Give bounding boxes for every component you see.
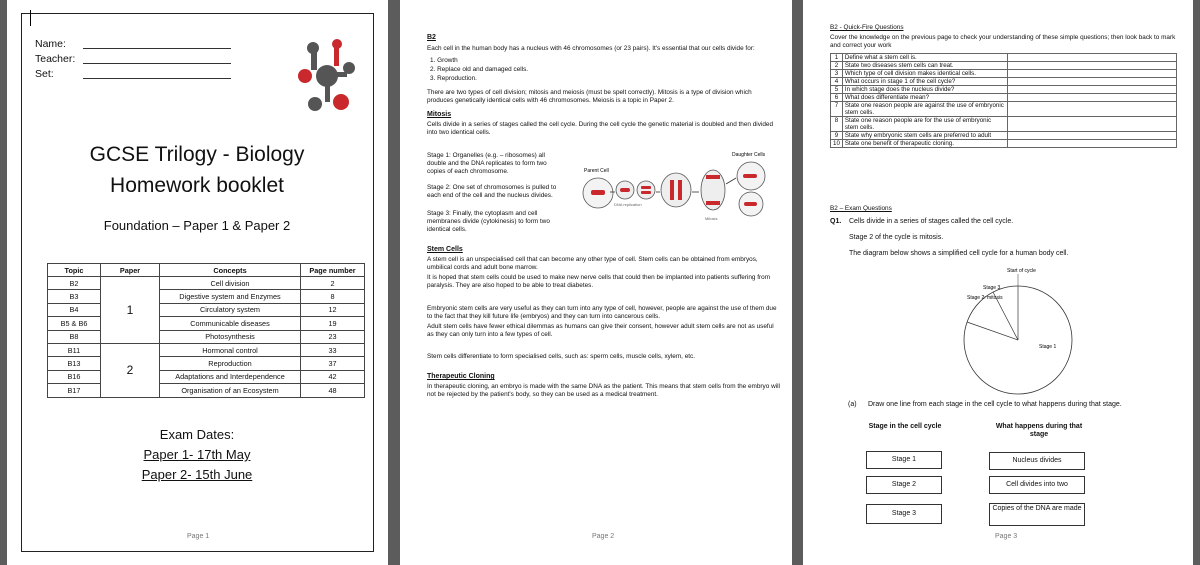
therapeutic-cloning-text: In therapeutic cloning, an embryo is made with the same DNA as the patient. This means that stem cells from the embryo will not be rejected by the patient's body, so they can be used as a medical treatment. xyxy=(427,383,780,398)
page-number-cell: 48 xyxy=(301,384,365,397)
exam-date-paper2: Paper 2- 15th June xyxy=(141,467,253,482)
table-header: Page number xyxy=(301,264,365,277)
quick-fire-heading: B2 - Quick-Fire Questions xyxy=(830,24,904,31)
concept-cell: Organisation of an Ecosystem xyxy=(160,384,301,397)
topic-cell: B8 xyxy=(48,330,101,343)
table-row xyxy=(48,343,365,356)
nucleus-divides-box[interactable]: Nucleus divides xyxy=(989,452,1085,470)
concept-cell: Reproduction xyxy=(160,357,301,370)
topic-cell: B2 xyxy=(48,277,101,290)
question-number: Q1. xyxy=(830,218,842,225)
table-header: Topic xyxy=(48,264,101,277)
answer-cell[interactable] xyxy=(1007,140,1176,148)
adult-stem-text: Adult stem cells have fewer ethical dilemmas as humans can give their consent, however adult stem cells are not as useful as they can only turn into a few types of cell. xyxy=(427,323,774,338)
name-field[interactable]: Name: xyxy=(35,38,66,50)
concept-cell: Hormonal control xyxy=(160,343,301,356)
answer-cell[interactable] xyxy=(1007,70,1176,78)
concept-cell: Cell division xyxy=(160,277,301,290)
stage3-box[interactable]: Stage 3 xyxy=(866,504,942,524)
page-number-cell: 2 xyxy=(301,277,365,290)
stage-column-heading: Stage in the cell cycle xyxy=(868,423,942,430)
page-number: Page 1 xyxy=(187,533,210,540)
page-number-cell: 37 xyxy=(301,357,365,370)
page-number-cell: 12 xyxy=(301,303,365,316)
embryonic-text: Embryonic stem cells are very useful as they can turn into any type of cell, however, people are against the use of them due to the fact that they kill future life (embryos) and they can turn into cancerous cells. xyxy=(427,305,777,320)
quick-fire-table xyxy=(830,53,1177,148)
answer-cell[interactable] xyxy=(1007,86,1176,94)
paper-cell: 1 xyxy=(101,277,160,344)
therapeutic-cloning-heading: Therapeutic Cloning xyxy=(427,373,495,380)
happening-column-heading: What happens during that stage xyxy=(995,423,1083,438)
dna-replication-label: DNA replication xyxy=(614,202,642,207)
concept-cell: Communicable diseases xyxy=(160,317,301,330)
stage3-pie-label: Stage 3 xyxy=(983,285,1001,291)
topic-cell: B11 xyxy=(48,343,101,356)
school-logo-icon xyxy=(297,38,359,116)
page-number-cell: 33 xyxy=(301,343,365,356)
answer-cell[interactable] xyxy=(1007,94,1176,102)
table-header-row xyxy=(48,264,365,277)
stage1-text: Stage 1: Organelles (e.g. – ribosomes) all double and the DNA replicates to form two copies of each chromosome. xyxy=(427,152,547,175)
concept-cell: Adaptations and Interdependence xyxy=(160,370,301,383)
dna-copies-box[interactable]: Copies of the DNA are made xyxy=(989,503,1085,526)
topics-table xyxy=(47,263,365,398)
stage1-box[interactable]: Stage 1 xyxy=(866,451,942,469)
booklet-title-line2: Homework booklet xyxy=(110,174,284,197)
concept-cell: Digestive system and Enzymes xyxy=(160,290,301,303)
table-row xyxy=(48,277,365,290)
topic-cell: B17 xyxy=(48,384,101,397)
answer-cell[interactable] xyxy=(1007,132,1176,140)
table-header: Paper xyxy=(101,264,160,277)
page-number-cell: 19 xyxy=(301,317,365,330)
exam-questions-heading: B2 – Exam Questions xyxy=(830,205,892,212)
text-cursor xyxy=(30,10,31,26)
differentiate-text: Stem cells differentiate to form specialised cells, such as: sperm cells, muscle cells, xylem, etc. xyxy=(427,353,696,360)
stem-cells-heading: Stem Cells xyxy=(427,246,463,253)
page-number: Page 2 xyxy=(592,533,615,540)
topic-cell: B16 xyxy=(48,370,101,383)
parent-cell-label: Parent Cell xyxy=(584,168,609,174)
concept-cell: Photosynthesis xyxy=(160,330,301,343)
table-row xyxy=(48,384,365,397)
list-item: 1. Growth xyxy=(430,57,458,64)
stage2-pie-label: Stage 2: mitosis xyxy=(967,295,1003,301)
cell-divides-box[interactable]: Cell divides into two xyxy=(989,476,1085,494)
page-number: Page 3 xyxy=(995,533,1018,540)
answer-cell[interactable] xyxy=(1007,62,1176,70)
mitosis-heading: Mitosis xyxy=(427,111,452,118)
quick-fire-instructions: Cover the knowledge on the previous page to check your understanding of these simple questions; then look back to mark and correct your work xyxy=(830,34,1176,49)
booklet-subtitle: Foundation – Paper 1 & Paper 2 xyxy=(103,218,291,233)
table-row xyxy=(48,303,365,316)
mitosis-label: Mitosis xyxy=(705,216,718,221)
stage2-text: Stage 2: One set of chromosomes is pulled to each end of the cell and the nucleus divides. xyxy=(427,184,557,199)
part-a-label: (a) xyxy=(848,401,857,408)
answer-cell[interactable] xyxy=(1007,102,1176,117)
table-row: 3 Which type of cell division makes identical cells. xyxy=(831,70,1177,78)
table-row xyxy=(48,330,365,343)
answer-cell[interactable] xyxy=(1007,54,1176,62)
section-heading: B2 xyxy=(427,34,436,41)
topic-cell: B5 & B6 xyxy=(48,317,101,330)
start-of-cycle-label: Start of cycle xyxy=(1007,268,1036,274)
table-row xyxy=(48,317,365,330)
answer-cell[interactable] xyxy=(1007,78,1176,86)
table-header: Concepts xyxy=(160,264,301,277)
paper-cell: 2 xyxy=(101,343,160,397)
answer-cell[interactable] xyxy=(1007,117,1176,132)
cell-cycle-pie-diagram xyxy=(953,262,1083,396)
list-item: 2. Replace old and damaged cells. xyxy=(430,66,529,73)
table-row: 5 In which stage does the nucleus divide? xyxy=(831,86,1177,94)
daughter-cells-label: Daughter Cells xyxy=(732,152,766,158)
table-row xyxy=(48,290,365,303)
question-text-line3: The diagram below shows a simplified cell cycle for a human body cell. xyxy=(849,250,1069,257)
mitosis-text: Cells divide in a series of stages called the cell cycle. During the cell cycle the genetic material is doubled and then divided into two identical cells. xyxy=(427,121,773,136)
stage3-text: Stage 3: Finally, the cytoplasm and cell membranes divide (cytokinesis) to form two identical cells. xyxy=(427,210,550,233)
set-field[interactable]: Set: xyxy=(35,68,54,80)
table-row: 2 State two diseases stem cells can treat. xyxy=(831,62,1177,70)
table-row xyxy=(48,370,365,383)
table-row: 9 State why embryonic stem cells are preferred to adult xyxy=(831,132,1177,140)
table-row: 10 State one benefit of therapeutic cloning. xyxy=(831,140,1177,148)
stem-cells-text: A stem cell is an unspecialised cell that can become any other type of cell. Stem cells can be obtained from embryos, umbilical cords and adult bone marrow. xyxy=(427,256,758,271)
table-row xyxy=(48,357,365,370)
booklet-title-line1: GCSE Trilogy - Biology xyxy=(89,143,305,166)
part-a-text: Draw one line from each stage in the cell cycle to what happens during that stage. xyxy=(868,401,1122,408)
division-types-text: There are two types of cell division; mitosis and meiosis (must be spelt correctly). Mitosis is a type of division which produces genetically identical cells with 46 chromosomes. Meiosis is a topic in Paper 2. xyxy=(427,89,752,104)
stage2-box[interactable]: Stage 2 xyxy=(866,476,942,494)
exam-date-paper1: Paper 1- 17th May xyxy=(143,447,251,462)
page-1 xyxy=(7,0,388,565)
table-row: 6 What does differentiate mean? xyxy=(831,94,1177,102)
topic-cell: B3 xyxy=(48,290,101,303)
question-text: Cells divide in a series of stages called the cell cycle. xyxy=(849,218,1014,225)
table-row: 7 State one reason people are against the use of embryonic stem cells. xyxy=(831,102,1177,117)
topic-cell: B13 xyxy=(48,357,101,370)
teacher-field[interactable]: Teacher: xyxy=(35,53,75,65)
question-text-line2: Stage 2 of the cycle is mitosis. xyxy=(849,234,944,241)
cell-division-diagram xyxy=(568,148,784,221)
page-2 xyxy=(400,0,792,565)
table-row: 8 State one reason people are for the use of embryonic stem cells. xyxy=(831,117,1177,132)
page-3 xyxy=(803,0,1193,565)
exam-dates-heading: Exam Dates: xyxy=(159,427,235,442)
page-number-cell: 23 xyxy=(301,330,365,343)
table-row: 1 Define what a stem cell is. xyxy=(831,54,1177,62)
table-row: 4 What occurs in stage 1 of the cell cycle? xyxy=(831,78,1177,86)
stem-cells-hope-text: It is hoped that stem cells could be used to make new nerve cells that could then be implanted into patients suffering from paralysis. They are also hoped to be able to treat diabetes. xyxy=(427,274,771,289)
page-number-cell: 42 xyxy=(301,370,365,383)
topic-cell: B4 xyxy=(48,303,101,316)
intro-text: Each cell in the human body has a nucleus with 46 chromosomes (or 23 pairs). It's essential that our cells divide for: xyxy=(427,45,755,52)
concept-cell: Circulatory system xyxy=(160,303,301,316)
stage1-pie-label: Stage 1 xyxy=(1039,344,1057,350)
list-item: 3. Reproduction. xyxy=(430,75,477,82)
page-number-cell: 8 xyxy=(301,290,365,303)
